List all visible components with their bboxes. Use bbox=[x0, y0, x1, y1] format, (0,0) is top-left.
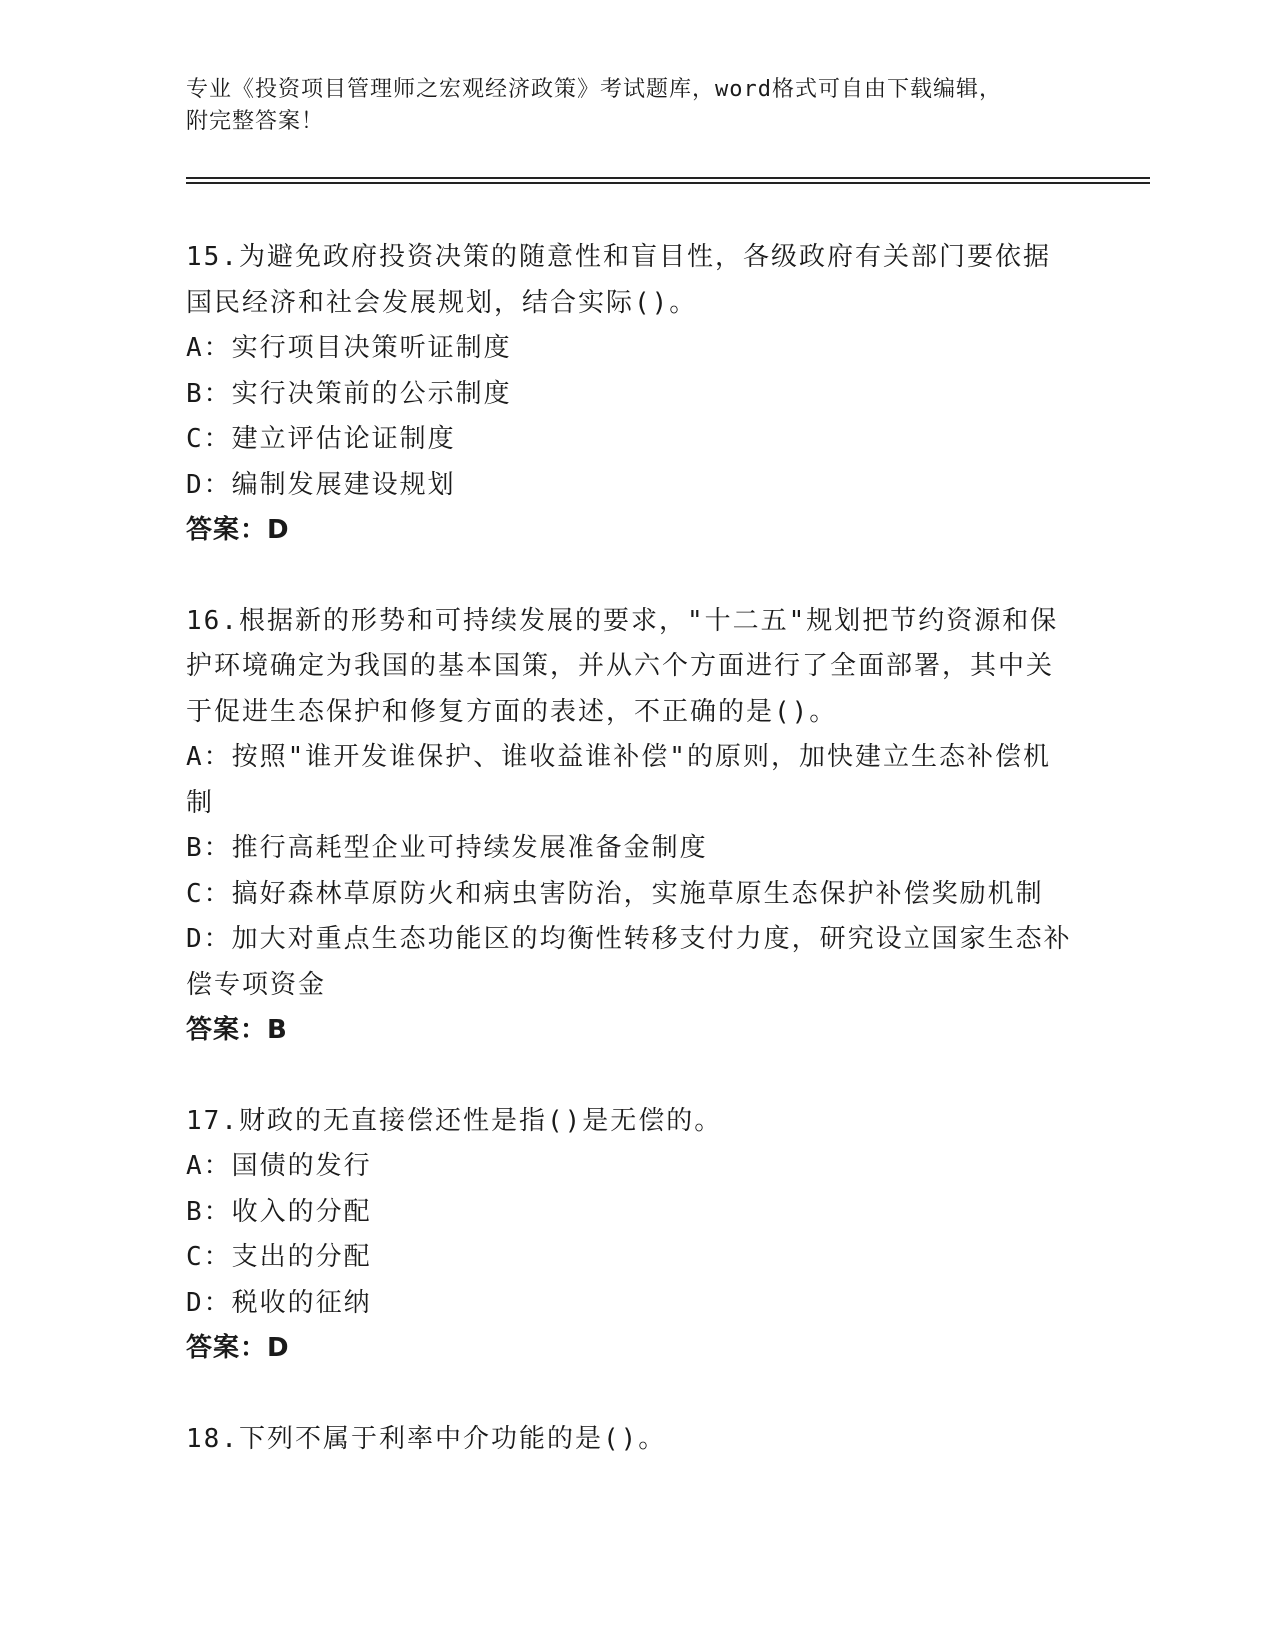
option-d: D：税收的征纳 bbox=[186, 1287, 372, 1318]
option-a: A：实行项目决策听证制度 bbox=[186, 333, 512, 363]
header-divider-top bbox=[186, 177, 1150, 179]
option-a: A：按照"谁开发谁保护、谁收益谁补偿"的原则，加快建立生态补偿机制 bbox=[186, 742, 1051, 818]
header-intro-line-2: 附完整答案！ bbox=[186, 109, 325, 134]
header-divider-bottom bbox=[186, 182, 1150, 184]
answer-line: 答案：B bbox=[186, 1015, 288, 1045]
header-intro-line-1: 专业《投资项目管理师之宏观经济政策》考试题库，word格式可自由下载编辑， bbox=[186, 77, 1002, 102]
option-c: C：搞好森林草原防火和病虫害防治，实施草原生态保护补偿奖励机制 bbox=[186, 878, 1044, 909]
answer-line: 答案：D bbox=[186, 515, 290, 545]
option-b: B：推行高耗型企业可持续发展准备金制度 bbox=[186, 833, 708, 863]
question-stem: 18.下列不属于利率中介功能的是()。 bbox=[186, 1423, 667, 1454]
option-c: C：建立评估论证制度 bbox=[186, 424, 456, 454]
question-16 bbox=[186, 599, 1076, 1054]
question-stem: 17.财政的无直接偿还性是指()是无偿的。 bbox=[186, 1105, 723, 1136]
option-a: A：国债的发行 bbox=[186, 1151, 372, 1181]
question-17 bbox=[186, 1099, 1076, 1372]
option-c: C：支出的分配 bbox=[186, 1242, 372, 1272]
option-d: D：加大对重点生态功能区的均衡性转移支付力度，研究设立国家生态补偿专项资金 bbox=[186, 924, 1072, 1000]
document-header bbox=[186, 74, 1086, 138]
question-15 bbox=[186, 235, 1076, 554]
question-list bbox=[186, 235, 1076, 1507]
option-b: B：收入的分配 bbox=[186, 1196, 372, 1227]
question-stem: 15.为避免政府投资决策的随意性和盲目性，各级政府有关部门要依据国民经济和社会发展规划，结合实际()。 bbox=[186, 242, 1051, 318]
option-d: D：编制发展建设规划 bbox=[186, 469, 456, 500]
question-stem: 16.根据新的形势和可持续发展的要求，"十二五"规划把节约资源和保护环境确定为我国的基本国策，并从六个方面进行了全面部署，其中关于促进生态保护和修复方面的表述，不正确的是()。 bbox=[186, 605, 1059, 727]
question-18 bbox=[186, 1417, 1076, 1463]
option-b: B：实行决策前的公示制度 bbox=[186, 378, 512, 409]
answer-line: 答案：D bbox=[186, 1333, 290, 1363]
